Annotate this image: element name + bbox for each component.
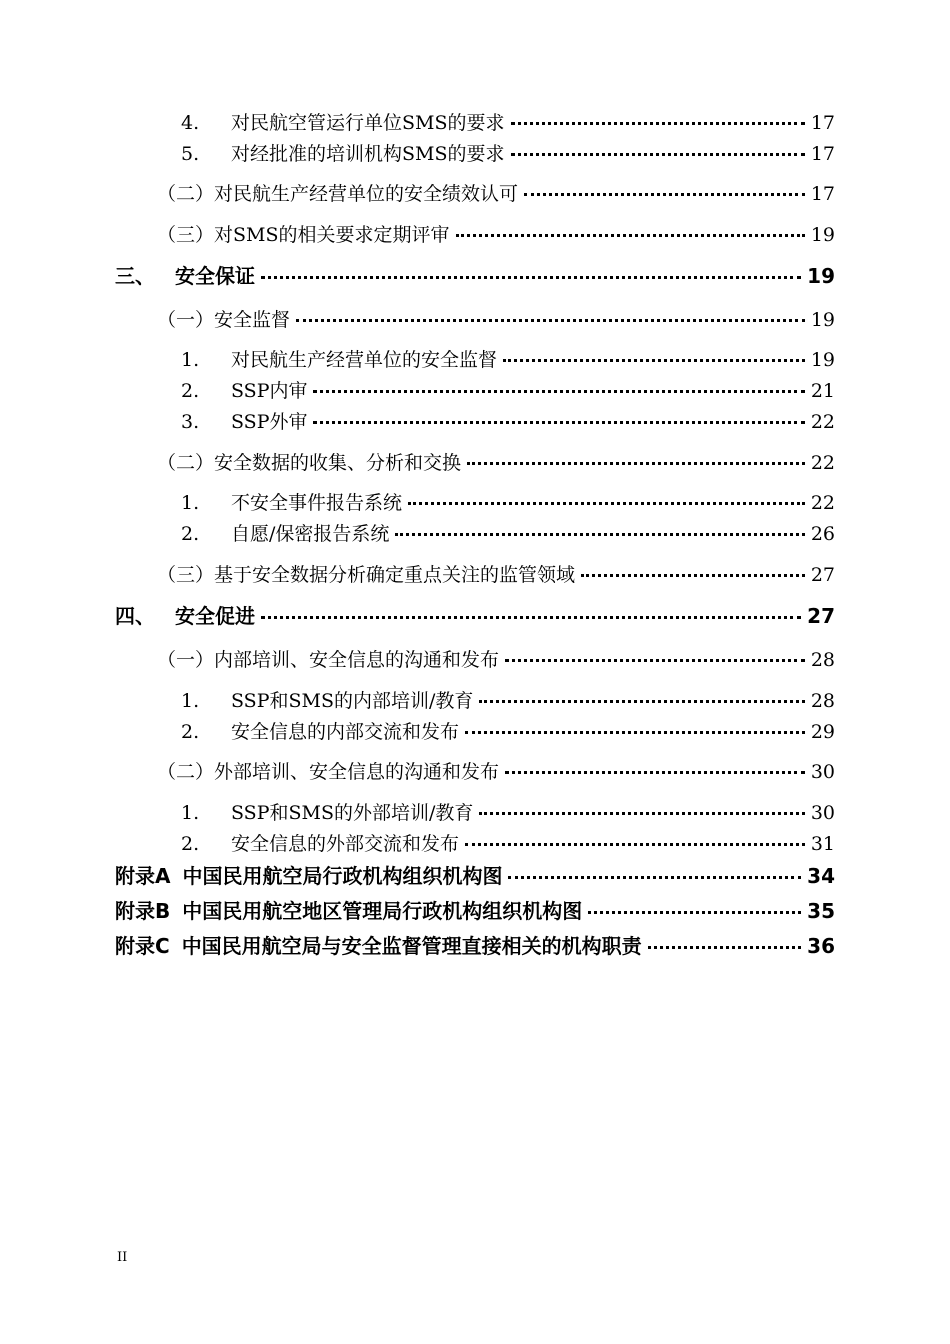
toc-appendix-entry[interactable] [115, 866, 835, 886]
toc-entry-number: 1. [181, 690, 200, 712]
dot-leader [503, 359, 805, 362]
toc-entry-title: （二）外部培训、安全信息的沟通和发布 [157, 761, 500, 783]
toc-entry-number: 2. [181, 721, 200, 743]
toc-entry-title: （一）安全监督 [157, 309, 291, 331]
dot-leader [261, 276, 801, 279]
toc-entry[interactable] [181, 692, 835, 711]
toc-entry-page: 36 [807, 934, 835, 958]
toc-entry-title: 中国民用航空地区管理局行政机构组织机构图 [182, 899, 583, 923]
toc-entry-title: SSP内审 [231, 380, 308, 402]
toc-entry-title: 对民航空管运行单位SMS的要求 [231, 112, 505, 134]
dot-leader [479, 700, 804, 703]
toc-entry[interactable] [181, 413, 835, 432]
dot-leader [465, 731, 805, 734]
toc-entry-title: （二）安全数据的收集、分析和交换 [157, 452, 462, 474]
toc-entry-page: 17 [810, 143, 835, 165]
toc-entry-number: 2. [181, 380, 200, 402]
toc-entry-page: 22 [810, 411, 835, 433]
toc-entry-page: 29 [810, 721, 835, 743]
dot-leader [313, 421, 804, 424]
toc-entry-title: 对经批准的培训机构SMS的要求 [231, 143, 505, 165]
toc-entry-title: 安全信息的外部交流和发布 [231, 833, 460, 855]
dot-leader [479, 812, 804, 815]
toc-entry-title: 安全信息的内部交流和发布 [231, 721, 460, 743]
toc-entry-page: 34 [807, 864, 835, 888]
toc-entry[interactable] [157, 311, 835, 330]
toc-entry[interactable] [157, 454, 835, 473]
dot-leader [508, 876, 801, 879]
appendix-code: 附录B [115, 899, 171, 923]
toc-entry[interactable] [181, 351, 835, 370]
toc-entry[interactable] [157, 763, 835, 782]
toc-entry-title: SSP和SMS的外部培训/教育 [231, 802, 474, 824]
dot-leader [467, 462, 805, 465]
toc-entry-title: SSP外审 [231, 411, 308, 433]
toc-entry-title: 自愿/保密报告系统 [231, 523, 390, 545]
toc-entry-title: （二）对民航生产经营单位的安全绩效认可 [157, 183, 519, 205]
dot-leader [296, 319, 805, 322]
toc-entry-page: 22 [810, 452, 835, 474]
toc-entry[interactable] [157, 566, 835, 585]
appendix-code: 附录C [115, 934, 170, 958]
dot-leader [505, 771, 805, 774]
dot-leader [261, 616, 801, 619]
toc-appendix-entry[interactable] [115, 901, 835, 921]
toc-entry-page: 35 [807, 899, 835, 923]
toc-entry-page: 17 [810, 112, 835, 134]
toc-entry[interactable] [181, 723, 835, 742]
toc-entry-page: 31 [810, 833, 835, 855]
dot-leader [648, 946, 801, 949]
toc-entry-page: 26 [810, 523, 835, 545]
dot-leader [456, 234, 805, 237]
dot-leader [511, 153, 805, 156]
page-number-footer: II [117, 1250, 128, 1265]
toc-entry-title: 中国民用航空局与安全监督管理直接相关的机构职责 [181, 934, 642, 958]
dot-leader [505, 659, 805, 662]
toc-entry[interactable] [181, 114, 835, 133]
toc-entry-title: （一）内部培训、安全信息的沟通和发布 [157, 649, 500, 671]
toc-entry-number: 2. [181, 833, 200, 855]
toc-entry-number: 四、 [115, 604, 155, 628]
toc-entry-number: 1. [181, 802, 200, 824]
toc-entry-number: 4. [181, 112, 200, 134]
toc-entry-title: 中国民用航空局行政机构组织机构图 [182, 864, 503, 888]
toc-entry[interactable] [181, 804, 835, 823]
toc-entry[interactable] [181, 145, 835, 164]
dot-leader [511, 122, 805, 125]
toc-entry-number: 1. [181, 492, 200, 514]
dot-leader [313, 390, 804, 393]
toc-entry-page: 17 [810, 183, 835, 205]
toc-entry-title: （三）基于安全数据分析确定重点关注的监管领域 [157, 564, 576, 586]
toc-entry-title: SSP和SMS的内部培训/教育 [231, 690, 474, 712]
dot-leader [588, 911, 801, 914]
toc-entry-page: 30 [810, 761, 835, 783]
dot-leader [581, 574, 805, 577]
toc-entry-number: 1. [181, 349, 200, 371]
toc-entry-title: 安全保证 [175, 264, 255, 288]
toc-entry[interactable] [157, 185, 835, 204]
toc-section-entry[interactable] [115, 606, 835, 626]
toc-entry-page: 28 [810, 649, 835, 671]
toc-entry-page: 21 [810, 380, 835, 402]
toc-entry-page: 19 [810, 224, 835, 246]
dot-leader [395, 533, 804, 536]
toc-entry-number: 三、 [115, 264, 155, 288]
toc-entry[interactable] [157, 226, 835, 245]
toc-entry-page: 19 [810, 309, 835, 331]
toc-entry-title: 对民航生产经营单位的安全监督 [231, 349, 498, 371]
toc-entry-page: 22 [810, 492, 835, 514]
toc-entry-page: 28 [810, 690, 835, 712]
toc-entry[interactable] [181, 494, 835, 513]
toc-appendix-entry[interactable] [115, 936, 835, 956]
toc-entry-title: 安全促进 [175, 604, 255, 628]
toc-section-entry[interactable] [115, 266, 835, 286]
appendix-code: 附录A [115, 864, 171, 888]
toc-entry-page: 19 [810, 349, 835, 371]
toc-entry-title: 不安全事件报告系统 [231, 492, 403, 514]
toc-entry-number: 2. [181, 523, 200, 545]
toc-entry-page: 30 [810, 802, 835, 824]
dot-leader [465, 843, 805, 846]
toc-entry-number: 3. [181, 411, 200, 433]
toc-entry-page: 27 [810, 564, 835, 586]
toc-entry[interactable] [181, 525, 835, 544]
toc-entry[interactable] [181, 835, 835, 854]
toc-entry[interactable] [181, 382, 835, 401]
toc-entry-page: 27 [807, 604, 835, 628]
toc-entry[interactable] [157, 651, 835, 670]
dot-leader [408, 502, 805, 505]
toc-entry-page: 19 [807, 264, 835, 288]
dot-leader [524, 193, 805, 196]
toc-entry-number: 5. [181, 143, 200, 165]
toc-entry-title: （三）对SMS的相关要求定期评审 [157, 224, 450, 246]
